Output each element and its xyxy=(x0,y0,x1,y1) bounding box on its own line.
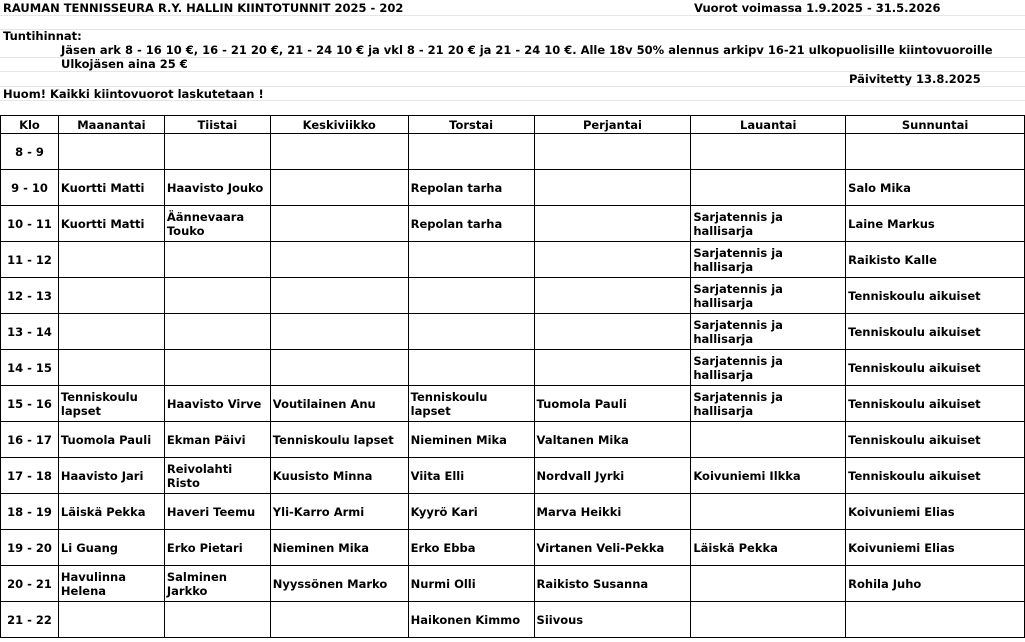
booking-cell xyxy=(58,242,164,278)
booking-cell xyxy=(270,602,408,638)
column-header-time: Klo xyxy=(1,116,59,134)
booking-cell xyxy=(846,602,1025,638)
table-row xyxy=(1,206,1025,242)
booking-cell xyxy=(270,278,408,314)
booking-cell xyxy=(534,278,691,314)
table-row xyxy=(1,530,1025,566)
booking-cell: Repolan tarha xyxy=(408,170,534,206)
booking-cell xyxy=(534,206,691,242)
booking-cell xyxy=(846,134,1025,170)
booking-cell: Läiskä Pekka xyxy=(691,530,846,566)
time-slot-cell: 11 - 12 xyxy=(1,242,59,278)
time-slot-cell: 13 - 14 xyxy=(1,314,59,350)
time-slot-cell: 19 - 20 xyxy=(1,530,59,566)
booking-cell xyxy=(58,278,164,314)
booking-cell xyxy=(408,314,534,350)
booking-cell: Nieminen Mika xyxy=(408,422,534,458)
booking-cell xyxy=(164,314,270,350)
time-slot-cell: 20 - 21 xyxy=(1,566,59,602)
table-row xyxy=(1,242,1025,278)
booking-cell: Tuomola Pauli xyxy=(534,386,691,422)
booking-cell: Haikonen Kimmo xyxy=(408,602,534,638)
booking-cell: Voutilainen Anu xyxy=(270,386,408,422)
table-row xyxy=(1,422,1025,458)
table-row xyxy=(1,314,1025,350)
booking-cell: Reivolahti Risto xyxy=(164,458,270,494)
booking-cell xyxy=(58,134,164,170)
booking-cell: Erko Pietari xyxy=(164,530,270,566)
header-row xyxy=(1,116,1025,134)
booking-cell xyxy=(691,494,846,530)
booking-cell xyxy=(270,350,408,386)
table-row xyxy=(1,134,1025,170)
booking-cell: Nurmi Olli xyxy=(408,566,534,602)
booking-cell: Nyyssönen Marko xyxy=(270,566,408,602)
table-row xyxy=(1,278,1025,314)
schedule-table xyxy=(0,115,1025,638)
booking-cell: Tenniskoulu lapset xyxy=(408,386,534,422)
booking-cell: Viita Elli xyxy=(408,458,534,494)
booking-cell: Tenniskoulu aikuiset xyxy=(846,278,1025,314)
column-header-day: Lauantai xyxy=(691,116,846,134)
booking-cell xyxy=(408,242,534,278)
booking-cell: Laine Markus xyxy=(846,206,1025,242)
prices-label: Tuntihinnat: xyxy=(3,29,82,43)
booking-cell: Raikisto Kalle xyxy=(846,242,1025,278)
table-row xyxy=(1,494,1025,530)
booking-cell xyxy=(691,170,846,206)
non-member-price: Ulkojäsen aina 25 € xyxy=(61,57,188,71)
booking-cell: Koivuniemi Elias xyxy=(846,494,1025,530)
booking-cell: Tenniskoulu aikuiset xyxy=(846,386,1025,422)
booking-cell xyxy=(164,350,270,386)
time-slot-cell: 8 - 9 xyxy=(1,134,59,170)
booking-cell xyxy=(691,602,846,638)
booking-cell xyxy=(270,314,408,350)
booking-cell: Tenniskoulu aikuiset xyxy=(846,458,1025,494)
booking-cell: Läiskä Pekka xyxy=(58,494,164,530)
booking-cell: Havulinna Helena xyxy=(58,566,164,602)
booking-cell xyxy=(58,350,164,386)
time-slot-cell: 16 - 17 xyxy=(1,422,59,458)
booking-cell: Haavisto Virve xyxy=(164,386,270,422)
booking-cell: Haveri Teemu xyxy=(164,494,270,530)
table-row xyxy=(1,602,1025,638)
time-slot-cell: 21 - 22 xyxy=(1,602,59,638)
sheet-title: RAUMAN TENNISSEURA R.Y. HALLIN KIINTOTUNNIT 2025 - 202 xyxy=(3,1,404,15)
booking-cell: Äännevaara Touko xyxy=(164,206,270,242)
time-slot-cell: 10 - 11 xyxy=(1,206,59,242)
booking-cell xyxy=(164,242,270,278)
booking-cell xyxy=(691,134,846,170)
gridline xyxy=(0,29,1025,30)
booking-cell xyxy=(691,422,846,458)
booking-cell xyxy=(408,278,534,314)
table-row xyxy=(1,386,1025,422)
column-header-day: Perjantai xyxy=(534,116,691,134)
booking-cell: Tenniskoulu aikuiset xyxy=(846,422,1025,458)
booking-cell: Haavisto Jari xyxy=(58,458,164,494)
booking-cell: Sarjatennis ja hallisarja xyxy=(691,278,846,314)
billing-notice: Huom! Kaikki kiintovuorot laskutetaan ! xyxy=(3,87,264,101)
booking-cell: Nordvall Jyrki xyxy=(534,458,691,494)
booking-cell: Salo Mika xyxy=(846,170,1025,206)
booking-cell: Kuusisto Minna xyxy=(270,458,408,494)
booking-cell: Sarjatennis ja hallisarja xyxy=(691,386,846,422)
booking-cell xyxy=(408,350,534,386)
booking-cell: Koivuniemi Elias xyxy=(846,530,1025,566)
time-slot-cell: 17 - 18 xyxy=(1,458,59,494)
table-row xyxy=(1,566,1025,602)
booking-cell: Valtanen Mika xyxy=(534,422,691,458)
time-slot-cell: 15 - 16 xyxy=(1,386,59,422)
booking-cell: Tuomola Pauli xyxy=(58,422,164,458)
table-row xyxy=(1,350,1025,386)
booking-cell xyxy=(164,278,270,314)
gridline xyxy=(0,15,1025,16)
column-header-day: Maanantai xyxy=(58,116,164,134)
booking-cell: Kuortti Matti xyxy=(58,206,164,242)
booking-cell: Erko Ebba xyxy=(408,530,534,566)
booking-cell xyxy=(58,314,164,350)
booking-cell: Tenniskoulu lapset xyxy=(58,386,164,422)
validity-period: Vuorot voimassa 1.9.2025 - 31.5.2026 xyxy=(694,1,941,15)
time-slot-cell: 9 - 10 xyxy=(1,170,59,206)
time-slot-cell: 18 - 19 xyxy=(1,494,59,530)
booking-cell: Sarjatennis ja hallisarja xyxy=(691,350,846,386)
booking-cell: Tenniskoulu aikuiset xyxy=(846,314,1025,350)
booking-cell xyxy=(270,242,408,278)
column-header-day: Keskiviikko xyxy=(270,116,408,134)
booking-cell: Kuortti Matti xyxy=(58,170,164,206)
booking-cell: Tenniskoulu aikuiset xyxy=(846,350,1025,386)
booking-cell: Siivous xyxy=(534,602,691,638)
booking-cell: Sarjatennis ja hallisarja xyxy=(691,206,846,242)
booking-cell: Ekman Päivi xyxy=(164,422,270,458)
booking-cell: Nieminen Mika xyxy=(270,530,408,566)
time-slot-cell: 12 - 13 xyxy=(1,278,59,314)
booking-cell xyxy=(534,350,691,386)
member-prices: Jäsen ark 8 - 16 10 €, 16 - 21 20 €, 21 - 24 10 € ja vkl 8 - 21 20 € ja 21 - 24 10 €. Alle 18v 50% alennus arkipv 16-21 ulkopuolisille kiintovuoroille xyxy=(61,43,993,57)
table-row xyxy=(1,458,1025,494)
booking-cell: Haavisto Jouko xyxy=(164,170,270,206)
booking-cell: Virtanen Veli-Pekka xyxy=(534,530,691,566)
booking-cell xyxy=(270,134,408,170)
booking-cell: Repolan tarha xyxy=(408,206,534,242)
booking-cell xyxy=(58,602,164,638)
booking-cell xyxy=(691,566,846,602)
time-slot-cell: 14 - 15 xyxy=(1,350,59,386)
booking-cell xyxy=(270,170,408,206)
updated-date: Päivitetty 13.8.2025 xyxy=(849,72,981,86)
column-header-day: Tiistai xyxy=(164,116,270,134)
booking-cell: Li Guang xyxy=(58,530,164,566)
booking-cell: Kyyrö Kari xyxy=(408,494,534,530)
column-header-day: Sunnuntai xyxy=(846,116,1025,134)
booking-cell: Koivuniemi Ilkka xyxy=(691,458,846,494)
booking-cell: Marva Heikki xyxy=(534,494,691,530)
booking-cell xyxy=(534,314,691,350)
booking-cell xyxy=(164,134,270,170)
booking-cell: Yli-Karro Armi xyxy=(270,494,408,530)
booking-cell: Sarjatennis ja hallisarja xyxy=(691,314,846,350)
booking-cell: Salminen Jarkko xyxy=(164,566,270,602)
booking-cell xyxy=(534,170,691,206)
booking-cell: Rohila Juho xyxy=(846,566,1025,602)
booking-cell xyxy=(164,602,270,638)
column-header-day: Torstai xyxy=(408,116,534,134)
table-row xyxy=(1,170,1025,206)
booking-cell: Raikisto Susanna xyxy=(534,566,691,602)
booking-cell xyxy=(534,134,691,170)
booking-cell: Sarjatennis ja hallisarja xyxy=(691,242,846,278)
booking-cell xyxy=(270,206,408,242)
booking-cell xyxy=(408,134,534,170)
booking-cell xyxy=(534,242,691,278)
booking-cell: Tenniskoulu lapset xyxy=(270,422,408,458)
